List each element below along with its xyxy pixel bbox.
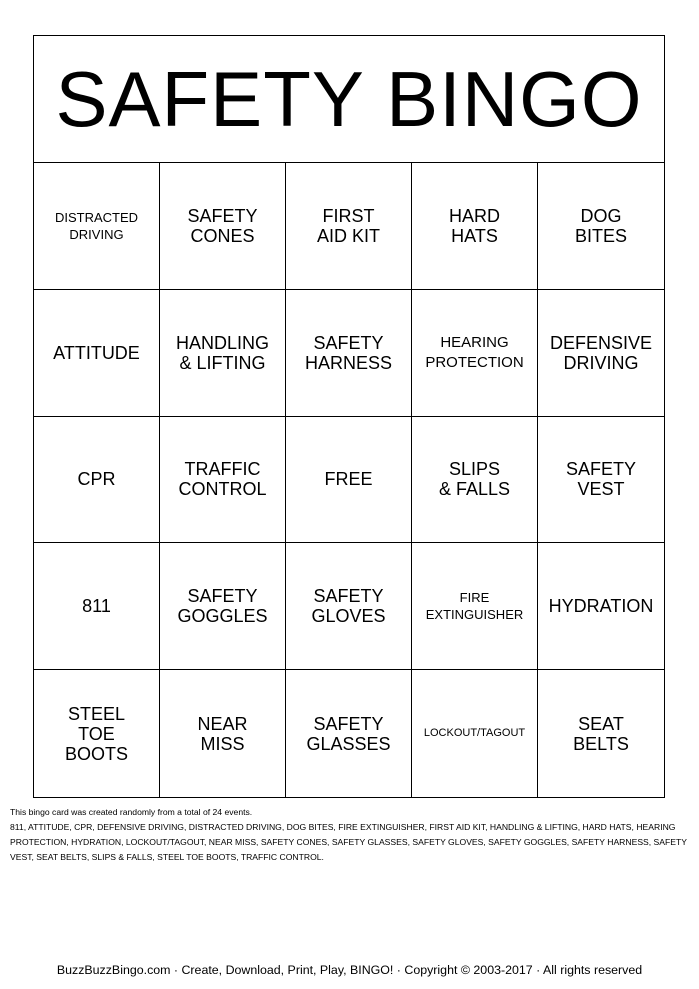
bingo-cell: SAFETY CONES [160,163,286,290]
bingo-cell: HANDLING & LIFTING [160,290,286,417]
bingo-cell: SLIPS & FALLS [412,417,538,544]
bingo-cell: SAFETY GLOVES [286,543,412,670]
bingo-cell: HEARING PROTECTION [412,290,538,417]
bingo-cell: 811 [34,543,160,670]
bingo-cell: LOCKOUT/TAGOUT [412,670,538,797]
bingo-cell: HARD HATS [412,163,538,290]
bingo-cell: DOG BITES [538,163,664,290]
bingo-cell: SAFETY GLASSES [286,670,412,797]
bingo-cell: FIRST AID KIT [286,163,412,290]
bingo-cell: SAFETY GOGGLES [160,543,286,670]
bingo-cell: DEFENSIVE DRIVING [538,290,664,417]
bingo-cell: SAFETY HARNESS [286,290,412,417]
bingo-cell: CPR [34,417,160,544]
card-title: SAFETY BINGO [34,36,664,163]
bingo-cell: ATTITUDE [34,290,160,417]
card-notes [10,805,690,865]
bingo-card [33,35,665,798]
bingo-cell: HYDRATION [538,543,664,670]
bingo-cell: NEAR MISS [160,670,286,797]
footer-copyright: BuzzBuzzBingo.com · Create, Download, Print, Play, BINGO! · Copyright © 2003-2017 · All rights reserved [56,963,643,977]
notes-event-list: 811, ATTITUDE, CPR, DEFENSIVE DRIVING, DISTRACTED DRIVING, DOG BITES, FIRE EXTINGUISHER, FIRST AID KIT, HANDLING & LIFTING, HARD HATS, HEARING PROTECTION, HYDRATION, LOCKOUT/TAGOUT, NEAR MISS, SAFETY CONES, SAFETY GLASSES, SAFETY GLOVES, SAFETY GOGGLES, SAFETY HARNESS, SAFETY VEST, SEAT BELTS, SLIPS & FALLS, STEEL TOE BOOTS, TRAFFIC CONTROL. [10,822,687,862]
bingo-cell: STEEL TOE BOOTS [34,670,160,797]
bingo-grid [34,163,664,797]
notes-intro: This bingo card was created randomly from a total of 24 events. [10,807,253,817]
free-space-cell: FREE [286,417,412,544]
bingo-cell: FIRE EXTINGUISHER [412,543,538,670]
bingo-cell: SEAT BELTS [573,713,629,754]
bingo-cell: TRAFFIC CONTROL [160,417,286,544]
bingo-cell: SAFETY VEST [538,417,664,544]
bingo-cell: DISTRACTED DRIVING [34,163,160,290]
